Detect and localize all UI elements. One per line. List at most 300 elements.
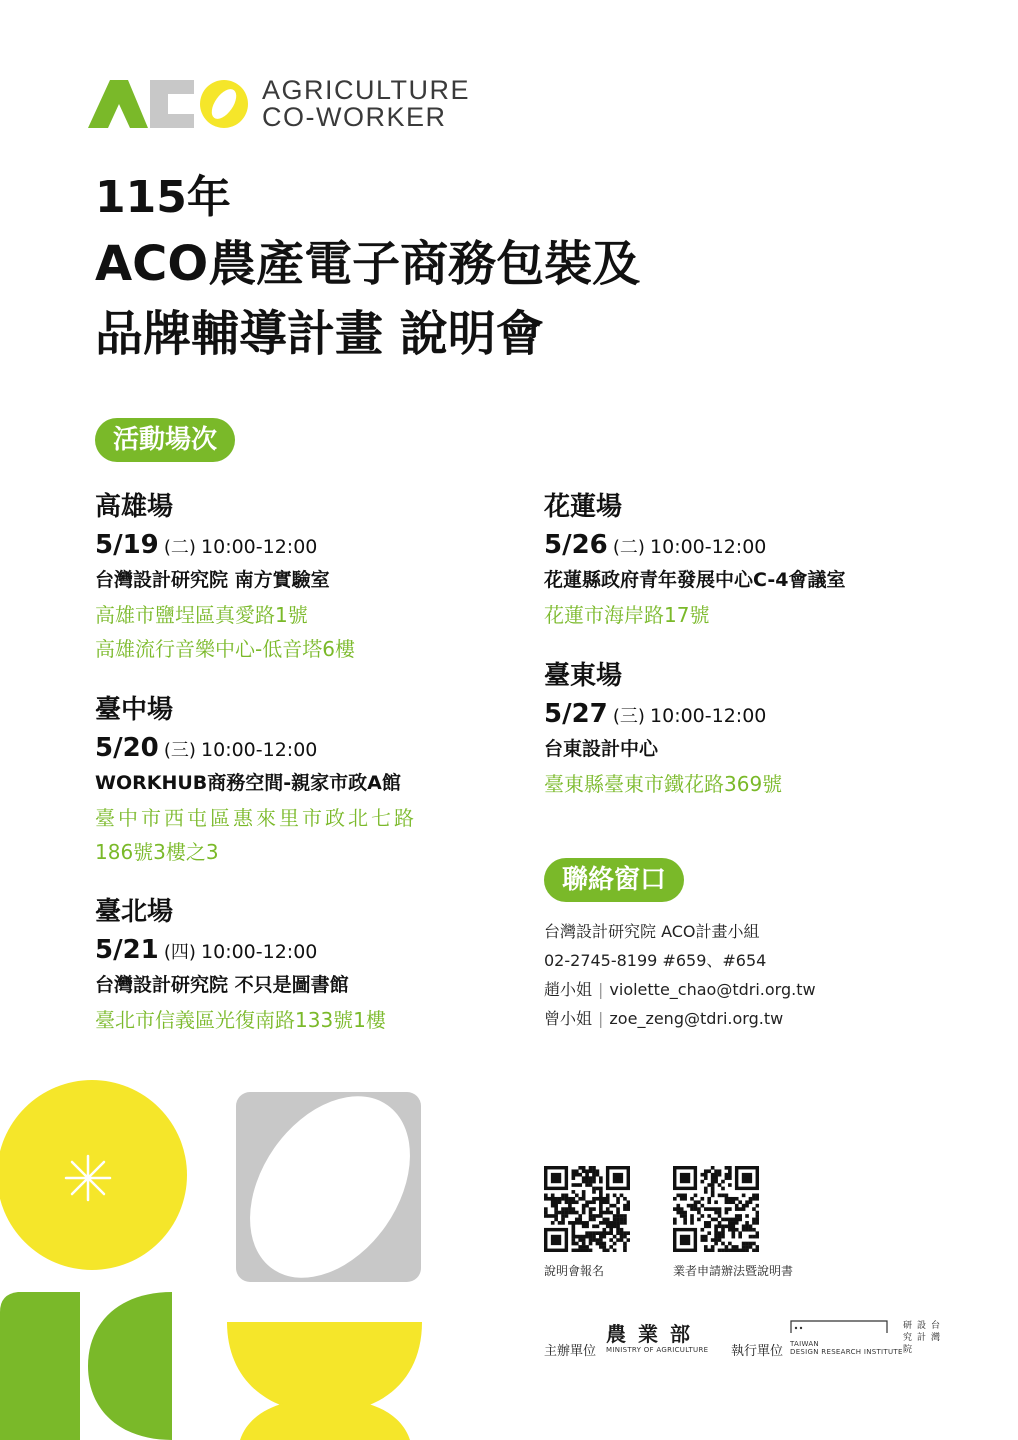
qr-module — [561, 1197, 565, 1201]
session-place: 台灣設計研究院 不只是圖書館 — [95, 974, 349, 996]
qr-module — [728, 1224, 732, 1228]
qr-module — [589, 1183, 593, 1187]
qr-module — [711, 1207, 715, 1211]
qr-module — [756, 1214, 759, 1218]
contact-divider: | — [598, 1009, 604, 1028]
qr-module — [690, 1204, 694, 1208]
qr-module — [575, 1211, 579, 1215]
qr-module — [602, 1197, 606, 1201]
qr-module — [707, 1207, 711, 1211]
qr-module — [554, 1200, 558, 1204]
logo-text-line1: AGRICULTURE — [262, 75, 471, 105]
qr-module — [616, 1214, 620, 1218]
qr-code-guidelines-icon[interactable] — [673, 1166, 759, 1252]
qr-module — [718, 1211, 722, 1215]
session-address: 186號3樓之3 — [95, 840, 219, 864]
qr-module — [558, 1197, 562, 1201]
qr-module — [704, 1249, 708, 1252]
qr-module — [578, 1235, 582, 1239]
qr-module — [756, 1211, 759, 1215]
session-datetime — [544, 532, 766, 558]
qr-module — [613, 1235, 617, 1239]
qr-module — [742, 1249, 746, 1252]
session-address: 花蓮市海岸路17號 — [544, 603, 710, 627]
qr-module — [627, 1207, 630, 1211]
session-address: 臺中市西屯區惠來里市政北七路 — [95, 806, 417, 830]
qr-module — [589, 1214, 593, 1218]
qr-module — [572, 1207, 576, 1211]
qr-module — [582, 1224, 586, 1228]
qr-module — [585, 1245, 589, 1249]
qr-module — [694, 1194, 698, 1198]
qr-module — [606, 1200, 610, 1204]
session-datetime — [544, 701, 766, 727]
qr-module — [725, 1218, 729, 1222]
qr-module — [697, 1211, 701, 1215]
qr-module — [623, 1231, 627, 1235]
qr-module — [718, 1214, 722, 1218]
qr-module — [701, 1204, 705, 1208]
qr-module — [701, 1214, 705, 1218]
qr-module — [731, 1231, 735, 1235]
session-address: 高雄流行音樂中心-低音塔6樓 — [95, 637, 355, 661]
qr-module — [602, 1245, 606, 1249]
qr-module — [551, 1200, 555, 1204]
session-place: 台東設計中心 — [544, 738, 659, 760]
qr-module — [711, 1166, 715, 1170]
qr-module — [673, 1207, 677, 1211]
qr-module — [752, 1221, 756, 1225]
qr-module — [707, 1231, 711, 1235]
qr-module — [620, 1228, 624, 1232]
contact-person-1 — [544, 982, 816, 998]
qr-module — [735, 1249, 739, 1252]
qr-module — [582, 1197, 586, 1201]
qr-module — [602, 1249, 606, 1252]
qr-module — [728, 1197, 732, 1201]
qr-module — [572, 1200, 576, 1204]
qr-module — [582, 1207, 586, 1211]
qr-module — [596, 1238, 600, 1242]
qr-module — [589, 1238, 593, 1242]
contact-divider: | — [598, 980, 604, 999]
qr-module — [592, 1235, 596, 1239]
qr-module — [749, 1197, 753, 1201]
qr-module — [561, 1211, 565, 1215]
qr-module — [592, 1200, 596, 1204]
qr-module — [582, 1211, 586, 1215]
qr-module — [578, 1197, 582, 1201]
qr-module — [613, 1249, 617, 1252]
qr-module — [728, 1173, 732, 1177]
qr-code-registration-icon[interactable] — [544, 1166, 630, 1252]
qr-module — [701, 1173, 705, 1177]
qr-module — [683, 1194, 687, 1198]
qr-module — [683, 1221, 687, 1225]
qr-module — [599, 1211, 603, 1215]
qr-module — [606, 1221, 610, 1225]
qr-module — [592, 1169, 596, 1173]
qr-module — [728, 1249, 732, 1252]
qr-module — [592, 1207, 596, 1211]
qr-module — [568, 1204, 572, 1208]
qr-module — [701, 1180, 705, 1184]
qr-module — [585, 1224, 589, 1228]
qr-module — [620, 1214, 624, 1218]
qr-module — [731, 1228, 735, 1232]
qr-module — [589, 1235, 593, 1239]
contact-name: 趙小姐 — [544, 980, 593, 999]
qr-module — [623, 1249, 627, 1252]
qr-module — [599, 1207, 603, 1211]
qr-module — [752, 1207, 756, 1211]
contact-email-link[interactable]: violette_chao@tdri.org.tw — [609, 980, 816, 999]
qr-module — [616, 1218, 620, 1222]
qr-module — [704, 1176, 708, 1180]
qr-module — [697, 1207, 701, 1211]
qr-module — [572, 1235, 576, 1239]
session-city: 臺中場 — [95, 695, 174, 725]
qr-module — [599, 1214, 603, 1218]
qr-module — [572, 1221, 576, 1225]
qr-module — [623, 1214, 627, 1218]
qr-module — [585, 1173, 589, 1177]
qr-module — [561, 1214, 565, 1218]
qr-module — [582, 1249, 586, 1252]
qr-module — [592, 1173, 596, 1177]
decorative-shapes — [0, 1080, 440, 1440]
qr-module — [565, 1207, 569, 1211]
qr-module — [704, 1224, 708, 1228]
qr-module — [745, 1245, 749, 1249]
qr-module — [728, 1166, 732, 1170]
qr-module — [599, 1242, 603, 1246]
qr-module — [728, 1242, 732, 1246]
qr-module — [627, 1200, 630, 1204]
qr-module — [602, 1200, 606, 1204]
qr-module — [623, 1221, 627, 1225]
qr-module — [749, 1245, 753, 1249]
qr-module — [554, 1204, 558, 1208]
qr-module — [561, 1221, 565, 1225]
qr-module — [558, 1221, 562, 1225]
exec-cn-col3: 研究院 — [903, 1321, 913, 1355]
qr-module — [572, 1238, 576, 1242]
qr-module — [561, 1218, 565, 1222]
qr-module — [572, 1242, 576, 1246]
qr-module — [572, 1169, 576, 1173]
qr-module — [745, 1204, 749, 1208]
qr-module — [718, 1235, 722, 1239]
qr-module — [623, 1218, 627, 1222]
qr-module — [714, 1176, 718, 1180]
qr-module — [718, 1249, 722, 1252]
qr-module — [711, 1176, 715, 1180]
session-datetime — [95, 532, 317, 558]
qr-module — [575, 1200, 579, 1204]
qr-module — [554, 1214, 558, 1218]
qr-module — [609, 1211, 613, 1215]
qr-module — [752, 1194, 756, 1198]
qr-module — [694, 1200, 698, 1204]
qr-module — [742, 1207, 746, 1211]
qr-module — [585, 1169, 589, 1173]
qr-module — [680, 1214, 684, 1218]
qr-module — [589, 1176, 593, 1180]
qr-module — [680, 1197, 684, 1201]
qr-module — [728, 1207, 732, 1211]
session-time: 10:00-12:00 — [201, 536, 318, 558]
qr-module — [582, 1245, 586, 1249]
qr-module — [725, 1173, 729, 1177]
qr-module — [592, 1190, 596, 1194]
qr-module — [544, 1211, 548, 1215]
qr-module — [558, 1211, 562, 1215]
qr-module — [752, 1197, 756, 1201]
qr-module — [738, 1231, 742, 1235]
qr-module — [752, 1218, 756, 1222]
session-datetime — [95, 937, 317, 963]
title-line2: ACO農產電子商務包裝及 — [95, 236, 641, 292]
qr-module — [721, 1194, 725, 1198]
qr-module — [575, 1194, 579, 1198]
qr-module — [585, 1200, 589, 1204]
qr-label: 業者申請辦法暨說明書 — [673, 1264, 794, 1278]
contact-name: 曾小姐 — [544, 1009, 593, 1028]
qr-module — [602, 1218, 606, 1222]
qr-module — [572, 1173, 576, 1177]
qr-module — [735, 1204, 739, 1208]
qr-module — [627, 1238, 630, 1242]
qr-module — [704, 1235, 708, 1239]
qr-module — [616, 1238, 620, 1242]
qr-module — [680, 1211, 684, 1215]
qr-module — [701, 1238, 705, 1242]
qr-module — [711, 1180, 715, 1184]
qr-module — [578, 1238, 582, 1242]
qr-module — [745, 1224, 749, 1228]
qr-module — [572, 1249, 576, 1252]
qr-module — [694, 1207, 698, 1211]
qr-module — [616, 1224, 620, 1228]
host-name-logo: 農業部 — [606, 1322, 702, 1346]
qr-module — [707, 1224, 711, 1228]
qr-module — [589, 1231, 593, 1235]
qr-module — [752, 1242, 756, 1246]
qr-module — [711, 1218, 715, 1222]
qr-module — [616, 1231, 620, 1235]
qr-module — [575, 1183, 579, 1187]
session-place: 花蓮縣政府青年發展中心C-4會議室 — [544, 569, 846, 591]
sessions-heading: 活動場次 — [95, 418, 235, 462]
qr-module — [592, 1166, 596, 1170]
session-city: 臺北場 — [95, 897, 174, 927]
session-weekday: (三) — [163, 740, 196, 761]
qr-module — [582, 1221, 586, 1225]
session-place: WORKHUB商務空間-親家市政A館 — [95, 772, 401, 794]
qr-module — [582, 1166, 586, 1170]
qr-module — [572, 1183, 576, 1187]
qr-module — [602, 1221, 606, 1225]
qr-module — [735, 1214, 739, 1218]
qr-module — [596, 1231, 600, 1235]
qr-module — [572, 1228, 576, 1232]
session-time: 10:00-12:00 — [650, 705, 767, 727]
qr-module — [599, 1231, 603, 1235]
qr-module — [596, 1224, 600, 1228]
qr-module — [718, 1224, 722, 1228]
qr-module — [589, 1169, 593, 1173]
qr-module — [606, 1194, 610, 1198]
title-year: 115年 — [95, 172, 231, 223]
qr-module — [714, 1173, 718, 1177]
qr-module — [683, 1211, 687, 1215]
qr-module — [572, 1190, 576, 1194]
qr-module — [623, 1235, 627, 1239]
qr-module — [687, 1204, 691, 1208]
qr-module — [690, 1214, 694, 1218]
qr-module — [551, 1194, 555, 1198]
qr-module — [568, 1211, 572, 1215]
qr-module — [599, 1194, 603, 1198]
qr-module — [756, 1249, 759, 1252]
qr-module — [721, 1249, 725, 1252]
qr-module — [718, 1173, 722, 1177]
qr-module — [592, 1176, 596, 1180]
qr-module — [599, 1180, 603, 1184]
qr-module — [745, 1242, 749, 1246]
qr-module — [547, 1214, 551, 1218]
session-date: 5/27 — [544, 699, 608, 729]
qr-finder — [680, 1235, 690, 1245]
qr-module — [694, 1204, 698, 1208]
qr-module — [711, 1187, 715, 1191]
aco-logo-icon — [88, 78, 250, 130]
qr-module — [578, 1221, 582, 1225]
qr-module — [620, 1235, 624, 1239]
qr-module — [752, 1249, 756, 1252]
session-weekday: (三) — [612, 706, 645, 727]
qr-module — [711, 1249, 715, 1252]
qr-module — [749, 1242, 753, 1246]
qr-module — [609, 1238, 613, 1242]
qr-finder — [551, 1173, 561, 1183]
qr-module — [711, 1183, 715, 1187]
qr-module — [701, 1197, 705, 1201]
qr-module — [711, 1173, 715, 1177]
qr-module — [599, 1204, 603, 1208]
qr-module — [718, 1194, 722, 1198]
qr-module — [721, 1180, 725, 1184]
qr-module — [599, 1187, 603, 1191]
qr-module — [585, 1183, 589, 1187]
qr-module — [707, 1200, 711, 1204]
qr-module — [592, 1218, 596, 1222]
qr-module — [680, 1194, 684, 1198]
qr-module — [589, 1200, 593, 1204]
qr-module — [551, 1221, 555, 1225]
qr-module — [728, 1176, 732, 1180]
qr-module — [592, 1224, 596, 1228]
qr-module — [704, 1238, 708, 1242]
qr-module — [725, 1245, 729, 1249]
qr-module — [627, 1231, 630, 1235]
qr-module — [602, 1235, 606, 1239]
qr-module — [589, 1242, 593, 1246]
session-date: 5/20 — [95, 733, 159, 763]
qr-module — [599, 1190, 603, 1194]
qr-module — [756, 1231, 759, 1235]
qr-module — [596, 1173, 600, 1177]
qr-module — [582, 1204, 586, 1208]
qr-module — [575, 1173, 579, 1177]
qr-module — [731, 1197, 735, 1201]
qr-module — [701, 1228, 705, 1232]
qr-module — [568, 1207, 572, 1211]
qr-module — [616, 1211, 620, 1215]
qr-module — [673, 1221, 677, 1225]
qr-finder — [551, 1235, 561, 1245]
qr-module — [613, 1218, 617, 1222]
qr-module — [711, 1194, 715, 1198]
contact-phone: 02-2745-8199 #659、#654 — [544, 951, 767, 970]
green-rounded-shape — [0, 1292, 80, 1440]
qr-module — [620, 1231, 624, 1235]
qr-module — [745, 1214, 749, 1218]
qr-module — [575, 1249, 579, 1252]
qr-module — [725, 1194, 729, 1198]
qr-module — [735, 1221, 739, 1225]
qr-module — [585, 1176, 589, 1180]
qr-module — [578, 1166, 582, 1170]
qr-module — [606, 1211, 610, 1215]
qr-module — [718, 1231, 722, 1235]
qr-module — [599, 1200, 603, 1204]
contact-person-2 — [544, 1011, 783, 1027]
qr-module — [599, 1176, 603, 1180]
qr-module — [711, 1245, 715, 1249]
qr-module — [673, 1218, 677, 1222]
qr-module — [551, 1197, 555, 1201]
qr-label: 說明會報名 — [544, 1264, 605, 1278]
session-date: 5/26 — [544, 530, 608, 560]
contact-email-link[interactable]: zoe_zeng@tdri.org.tw — [609, 1009, 784, 1028]
qr-module — [721, 1224, 725, 1228]
qr-module — [721, 1231, 725, 1235]
qr-module — [735, 1245, 739, 1249]
qr-module — [728, 1228, 732, 1232]
session-address: 高雄市鹽埕區真愛路1號 — [95, 603, 308, 627]
qr-module — [673, 1197, 677, 1201]
qr-finder — [742, 1173, 752, 1183]
qr-module — [592, 1180, 596, 1184]
qr-module — [738, 1235, 742, 1239]
qr-module — [683, 1197, 687, 1201]
qr-module — [602, 1231, 606, 1235]
qr-module — [565, 1214, 569, 1218]
qr-module — [742, 1194, 746, 1198]
qr-module — [599, 1245, 603, 1249]
qr-module — [609, 1204, 613, 1208]
contact-org: 台灣設計研究院 ACO計畫小組 — [544, 922, 760, 941]
qr-module — [554, 1197, 558, 1201]
qr-module — [578, 1249, 582, 1252]
qr-module — [714, 1238, 718, 1242]
qr-module — [551, 1214, 555, 1218]
qr-module — [735, 1207, 739, 1211]
qr-module — [745, 1228, 749, 1232]
qr-module — [575, 1235, 579, 1239]
